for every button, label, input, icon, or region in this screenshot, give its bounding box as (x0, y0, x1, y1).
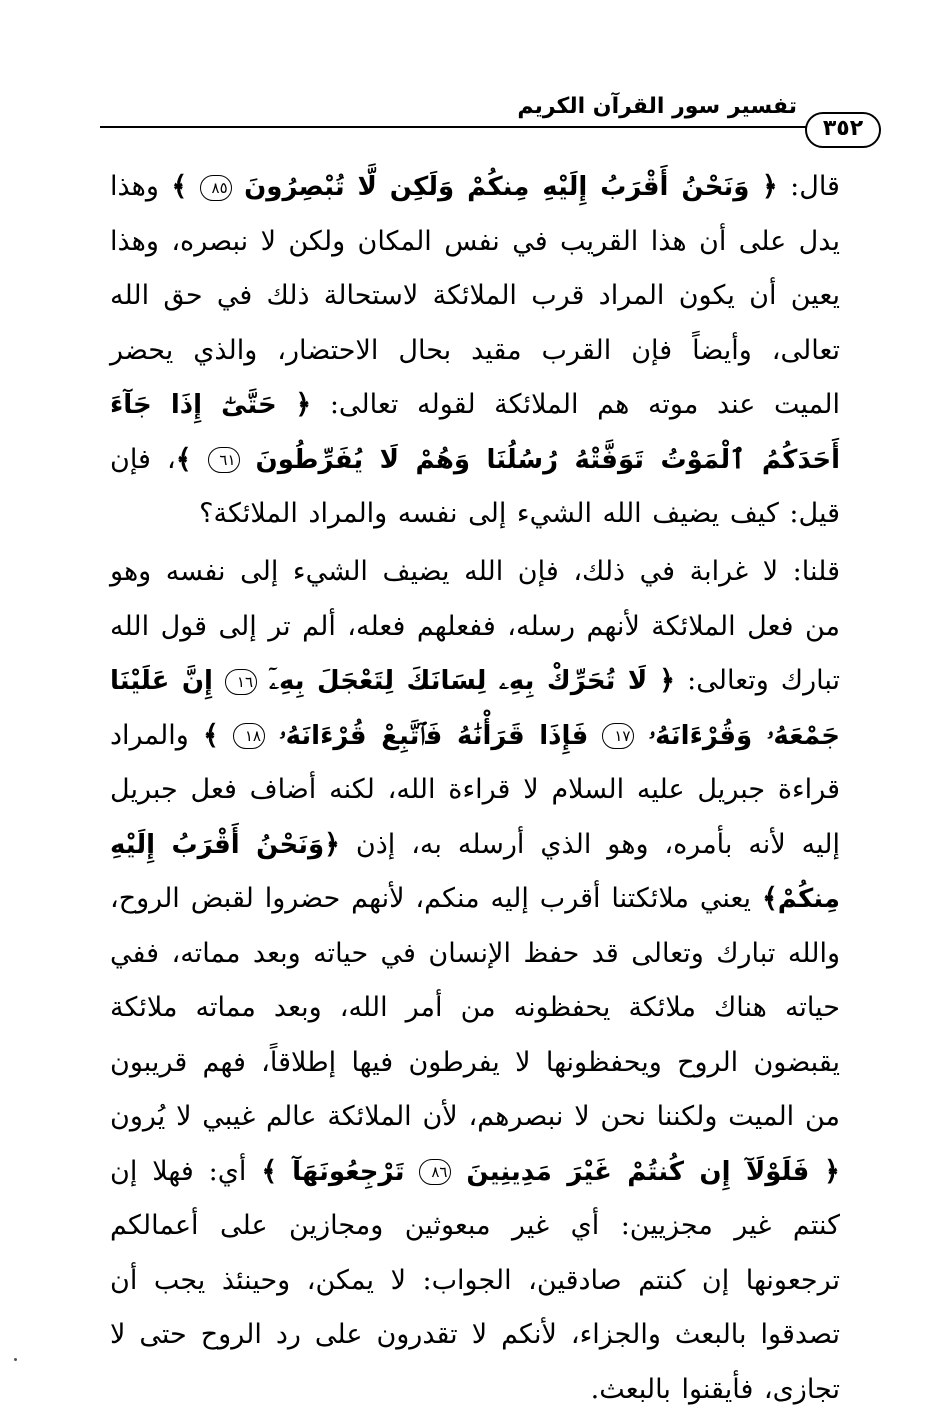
verse-close-bracket: ﴾ (261, 1155, 278, 1187)
text-segment: وهذا يدل على أن هذا القريب في نفس المكان ولكن لا نبصره، وهذا يعين أن يكون المراد قرب الملائكة لاستحالة ذلك في حق الله تعالى، وأيضاً فإن القرب مقيد بحال الاحتضار، والذي يحضر الميت عند موته هم الملائكة لقوله تعالى: (110, 171, 840, 420)
quran-verse: لَا تُحَرِّكْ بِهِۦ لِسَانَكَ لِتَعْجَلَ بِهِۦٓ (269, 666, 648, 696)
verse-close-bracket: ﴾ (171, 171, 188, 202)
verse-close-bracket: ﴾ (202, 719, 219, 751)
ayah-number-marker: ١٨ (233, 723, 265, 749)
text-segment: قال: (777, 171, 840, 202)
text-segment: والمراد قراءة جبريل عليه السلام لا قراءة الله، لكنه أضاف فعل جبريل إليه لأنه بأمره، وهو الذي أرسله به، إذن (110, 719, 840, 860)
verse-open-bracket: ﴿ (295, 389, 312, 420)
verse-close-bracket: ﴾ (175, 443, 192, 475)
quran-verse: وَنَحْنُ أَقْرَبُ إِلَيْهِ مِنكُمْ (110, 829, 840, 914)
page-number: ٣٥٢ (805, 112, 881, 148)
quran-verse: حَتَّىٰٓ إِذَا جَآءَ أَحَدَكُمُ ٱلْمَوْتُ تَوَفَّتْهُ رُسُلُنَا وَهُمْ لَا يُفَرِّطُونَ (110, 390, 840, 475)
quran-verse: فَلَوْلَآ إِن كُنتُمْ غَيْرَ مَدِينِينَ (466, 1156, 810, 1187)
quran-verse: فَإِذَا قَرَأْنَٰهُ فَٱتَّبِعْ قُرْءَانَهُۥ (279, 720, 589, 751)
paragraph-2 (110, 545, 840, 1417)
quran-verse: تَرْجِعُونَهَآ (292, 1156, 405, 1187)
quran-verse: إِنَّ عَلَيْنَا جَمْعَهُۥ وَقُرْءَانَهُۥ (110, 666, 840, 751)
ayah-number-marker: ٦١ (208, 447, 240, 473)
paragraph-1 (110, 160, 840, 542)
scan-speck (14, 1358, 17, 1361)
verse-open-bracket: ﴿ (324, 828, 340, 860)
text-segment: ، فإن قيل: كيف يضيف الله الشيء إلى نفسه والمراد الملائكة؟ (110, 443, 840, 529)
running-title: تفسير سور القرآن الكريم (517, 94, 797, 119)
header-rule (100, 126, 812, 128)
ayah-number-marker: ٨٥ (200, 175, 232, 201)
verse-close-bracket: ﴾ (761, 883, 778, 914)
ayah-number-marker: ٨٦ (419, 1159, 451, 1185)
text-segment: قلنا: لا غرابة في ذلك، فإن الله يضيف الشيء إلى نفسه وهو من فعل الملائكة لأنهم رسله، ففعلهم فعله، ألم تر إلى قول الله تبارك وتعالى: (110, 556, 840, 696)
ayah-number-marker: ١٦ (225, 669, 257, 695)
verse-open-bracket: ﴿ (761, 171, 778, 202)
verse-open-bracket: ﴿ (659, 665, 676, 696)
verse-open-bracket: ﴿ (824, 1155, 840, 1187)
text-segment: أي: فهلا إن كنتم غير مجزيين: أي غير مبعوثين ومجازين على أعمالكم ترجعونها إن كنتم صادقين، الجواب: لا يمكن، وحينئذ يجب أن تصدقوا بالبعث والجزاء، لأنكم لا تقدرون على رد الروح حتى لا تجازى، فأيقنوا بالبعث. (110, 1155, 840, 1405)
ayah-number-marker: ١٧ (602, 723, 634, 749)
quran-verse: وَنَحْنُ أَقْرَبُ إِلَيْهِ مِنكُمْ وَلَكِن لَّا تُبْصِرُونَ (244, 172, 750, 202)
text-segment: يعني ملائكتنا أقرب إليه منكم، لأنهم حضروا لقبض الروح، والله تبارك وتعالى قد حفظ الإنسان في حياته وبعد مماته، ففي حياته هناك ملائكة يحفظونه من أمر الله، وبعد مماته ملائكة يقبضون الروح ويحفظونها لا يفرطون فيها إطلاقاً، فهم قريبون من الميت ولكننا نحن لا نبصرهم، لأن الملائكة عالم غيبي لا يُرون (110, 883, 840, 1132)
